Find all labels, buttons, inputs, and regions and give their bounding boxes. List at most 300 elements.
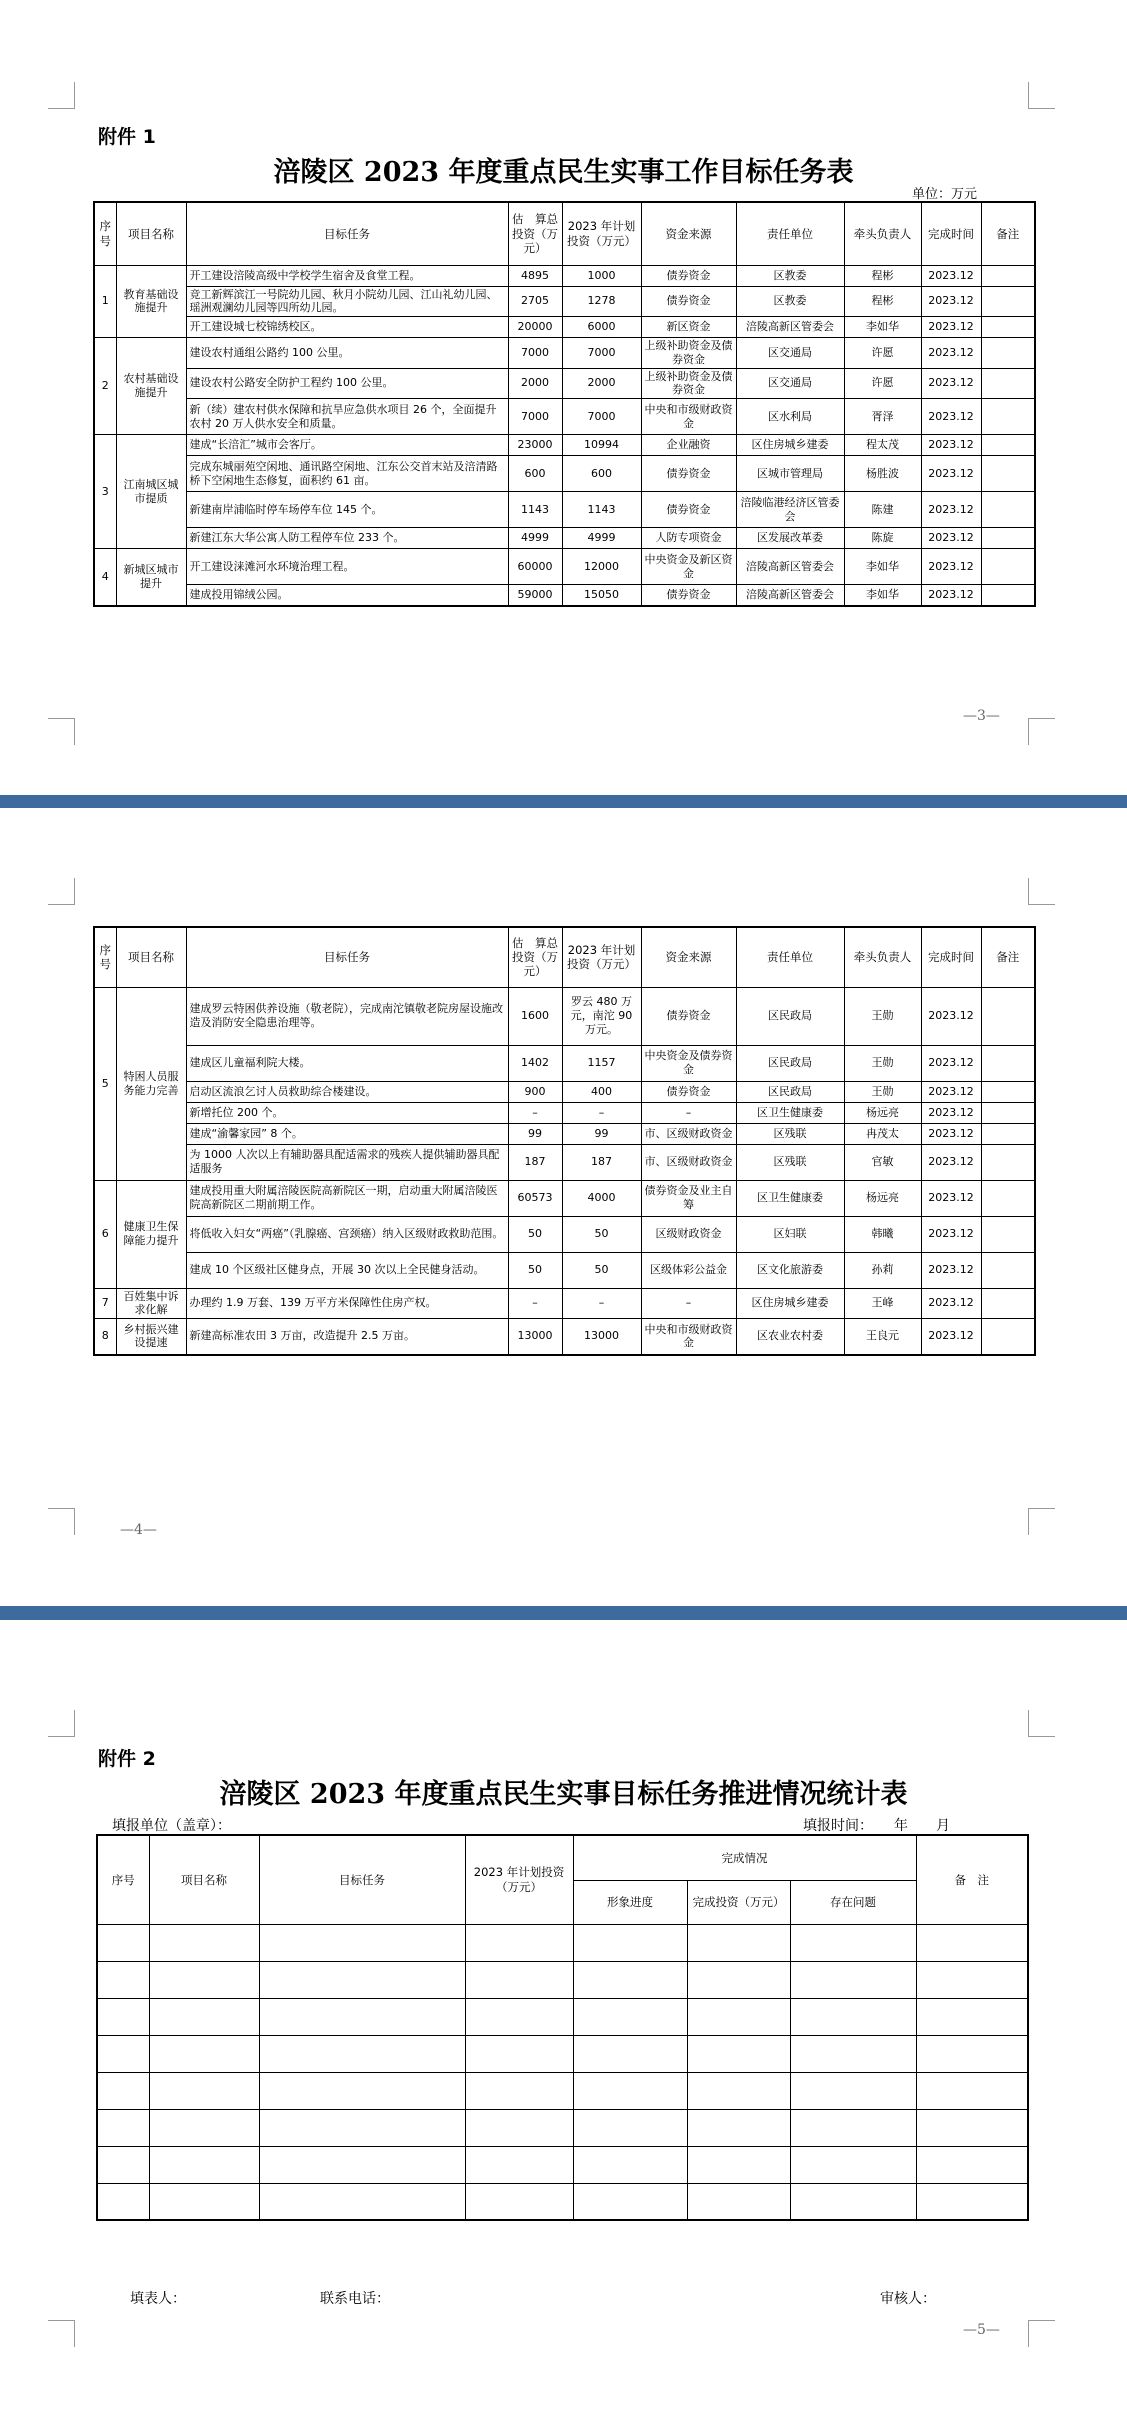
cell-plan: 7000 <box>562 399 641 435</box>
col-unit: 责任单位 <box>736 927 844 987</box>
cell-plan: 600 <box>562 456 641 492</box>
cell-est: 2000 <box>508 368 562 399</box>
cell-note <box>981 1319 1035 1355</box>
cell-est: 1600 <box>508 987 562 1045</box>
cell-note <box>981 1045 1035 1081</box>
col-seq: 序号 <box>94 927 116 987</box>
col-time: 完成时间 <box>921 202 981 265</box>
empty-cell[interactable] <box>790 1924 916 1961</box>
cell-unit: 涪陵临港经济区管委会 <box>736 492 844 528</box>
empty-cell[interactable] <box>259 2146 465 2183</box>
table-row <box>94 338 1035 369</box>
cell-fund: 市、区级财政资金 <box>641 1144 736 1180</box>
cell-fund: 中央和市级财政资金 <box>641 399 736 435</box>
empty-cell[interactable] <box>259 2072 465 2109</box>
table-row <box>94 1319 1035 1355</box>
table-row <box>94 1144 1035 1180</box>
crop-mark <box>1028 878 1055 905</box>
cell-note <box>981 1180 1035 1216</box>
cell-est: 60573 <box>508 1180 562 1216</box>
cell-unit: 区残联 <box>736 1144 844 1180</box>
empty-cell[interactable] <box>916 1961 1028 1998</box>
cell-est: 600 <box>508 456 562 492</box>
cell-plan: 50 <box>562 1252 641 1288</box>
empty-cell[interactable] <box>687 2146 790 2183</box>
empty-cell[interactable] <box>573 2109 687 2146</box>
cell-unit: 涪陵高新区管委会 <box>736 317 844 338</box>
empty-cell[interactable] <box>465 2072 573 2109</box>
cell-unit: 区发展改革委 <box>736 528 844 549</box>
empty-cell[interactable] <box>97 1998 149 2035</box>
cell-time: 2023.12 <box>921 585 981 606</box>
col-invest: 完成投资（万元） <box>687 1880 790 1924</box>
empty-cell[interactable] <box>259 2109 465 2146</box>
cell-note <box>981 1123 1035 1144</box>
cell-note <box>981 1102 1035 1123</box>
cell-leader: 官敏 <box>844 1144 921 1180</box>
cell-project: 农村基础设施提升 <box>116 338 186 435</box>
col-seq: 序号 <box>94 202 116 265</box>
cell-unit: 区民政局 <box>736 1081 844 1102</box>
cell-unit: 区民政局 <box>736 1045 844 1081</box>
cell-fund: 企业融资 <box>641 435 736 456</box>
cell-time: 2023.12 <box>921 528 981 549</box>
report-time-label: 填报时间： 年 月 <box>803 1818 950 1834</box>
col-note: 备注 <box>981 927 1035 987</box>
table-row <box>94 987 1035 1045</box>
table-row <box>94 1288 1035 1319</box>
cell-time: 2023.12 <box>921 1252 981 1288</box>
page-number: —3— <box>963 708 1000 724</box>
cell-task: 建成投用锦绒公园。 <box>186 585 508 606</box>
empty-cell[interactable] <box>790 1998 916 2035</box>
cell-task: 将低收入妇女“两癌”（乳腺癌、宫颈癌）纳入区级财政救助范围。 <box>186 1216 508 1252</box>
cell-seq: 5 <box>94 987 116 1180</box>
cell-est: 1143 <box>508 492 562 528</box>
col-leader: 牵头负责人 <box>844 927 921 987</box>
empty-cell[interactable] <box>259 1998 465 2035</box>
empty-cell[interactable] <box>790 2109 916 2146</box>
col-task: 目标任务 <box>259 1835 465 1924</box>
empty-cell[interactable] <box>149 2146 259 2183</box>
empty-cell[interactable] <box>149 1961 259 1998</box>
table-row <box>94 549 1035 585</box>
empty-cell[interactable] <box>259 2183 465 2220</box>
cell-note <box>981 265 1035 286</box>
col-fund: 资金来源 <box>641 202 736 265</box>
col-task: 目标任务 <box>186 202 508 265</box>
empty-cell[interactable] <box>149 2109 259 2146</box>
empty-cell[interactable] <box>149 2183 259 2220</box>
empty-cell[interactable] <box>465 2183 573 2220</box>
crop-mark <box>48 718 75 745</box>
cell-leader: 杨胜波 <box>844 456 921 492</box>
cell-unit: 区农业农村委 <box>736 1319 844 1355</box>
crop-mark <box>48 878 75 905</box>
cell-est: 60000 <box>508 549 562 585</box>
cell-time: 2023.12 <box>921 1216 981 1252</box>
cell-leader: 陈建 <box>844 492 921 528</box>
empty-cell[interactable] <box>916 2183 1028 2220</box>
empty-cell[interactable] <box>97 1924 149 1961</box>
empty-cell[interactable] <box>916 2146 1028 2183</box>
cell-fund: 债券资金 <box>641 286 736 317</box>
cell-time: 2023.12 <box>921 286 981 317</box>
empty-cell[interactable] <box>687 2035 790 2072</box>
empty-cell[interactable] <box>687 1924 790 1961</box>
cell-fund: 中央资金及债券资金 <box>641 1045 736 1081</box>
cell-leader: 韩曦 <box>844 1216 921 1252</box>
empty-row <box>97 2035 1028 2072</box>
cell-fund: 新区资金 <box>641 317 736 338</box>
empty-cell[interactable] <box>916 2109 1028 2146</box>
cell-fund: 债券资金 <box>641 492 736 528</box>
cell-leader: 程太茂 <box>844 435 921 456</box>
empty-cell[interactable] <box>573 1924 687 1961</box>
cell-unit: 区卫生健康委 <box>736 1180 844 1216</box>
cell-fund: 债券资金 <box>641 265 736 286</box>
cell-plan: 187 <box>562 1144 641 1180</box>
cell-unit: 区卫生健康委 <box>736 1102 844 1123</box>
cell-est: 13000 <box>508 1319 562 1355</box>
cell-project: 新城区城市提升 <box>116 549 186 606</box>
cell-fund: 中央和市级财政资金 <box>641 1319 736 1355</box>
cell-task: 竞工新辉滨江一号院幼儿园、秋月小院幼儿园、江山礼幼儿园、瑶洲观澜幼儿园等四所幼儿园。 <box>186 286 508 317</box>
col-note: 备 注 <box>916 1835 1028 1924</box>
cell-leader: 孙莉 <box>844 1252 921 1288</box>
empty-cell[interactable] <box>790 2146 916 2183</box>
empty-cell[interactable] <box>687 2072 790 2109</box>
empty-cell[interactable] <box>573 2146 687 2183</box>
empty-cell[interactable] <box>149 1924 259 1961</box>
cell-task: 新增托位 200 个。 <box>186 1102 508 1123</box>
empty-cell[interactable] <box>687 1998 790 2035</box>
cell-fund: 市、区级财政资金 <box>641 1123 736 1144</box>
cell-plan: 50 <box>562 1216 641 1252</box>
cell-unit: 区民政局 <box>736 987 844 1045</box>
cell-leader: 王峰 <box>844 1288 921 1319</box>
empty-row <box>97 2109 1028 2146</box>
col-est: 估 算总投资（万元） <box>508 927 562 987</box>
table-header-row <box>97 1835 1028 1880</box>
empty-cell[interactable] <box>259 2035 465 2072</box>
empty-cell[interactable] <box>465 2035 573 2072</box>
cell-note <box>981 1144 1035 1180</box>
cell-time: 2023.12 <box>921 399 981 435</box>
cell-leader: 王勋 <box>844 1045 921 1081</box>
cell-leader: 许愿 <box>844 368 921 399</box>
crop-mark <box>1028 82 1055 109</box>
empty-cell[interactable] <box>790 2183 916 2220</box>
cell-project: 健康卫生保障能力提升 <box>116 1180 186 1288</box>
col-project: 项目名称 <box>116 202 186 265</box>
table-row <box>94 492 1035 528</box>
cell-est: 4895 <box>508 265 562 286</box>
crop-mark <box>1028 718 1055 745</box>
cell-time: 2023.12 <box>921 987 981 1045</box>
cell-plan: – <box>562 1288 641 1319</box>
cell-est: 50 <box>508 1216 562 1252</box>
cell-unit: 区残联 <box>736 1123 844 1144</box>
cell-plan: 12000 <box>562 549 641 585</box>
cell-time: 2023.12 <box>921 368 981 399</box>
empty-cell[interactable] <box>259 1924 465 1961</box>
cell-unit: 涪陵高新区管委会 <box>736 585 844 606</box>
cell-note <box>981 456 1035 492</box>
cell-leader: 程彬 <box>844 265 921 286</box>
empty-row <box>97 1998 1028 2035</box>
table-row <box>94 1081 1035 1102</box>
table-row <box>94 1123 1035 1144</box>
empty-row <box>97 1961 1028 1998</box>
cell-project: 教育基础设施提升 <box>116 265 186 338</box>
table-row <box>94 1102 1035 1123</box>
cell-project: 特困人员服务能力完善 <box>116 987 186 1180</box>
cell-leader: 王勋 <box>844 1081 921 1102</box>
table-header-row <box>94 202 1035 265</box>
cell-task: 完成东城丽苑空闲地、通讯路空闲地、江东公交首末站及涪清路桥下空闲地生态修复，面积约 61 亩。 <box>186 456 508 492</box>
crop-mark <box>1028 2320 1055 2347</box>
empty-cell[interactable] <box>573 1998 687 2035</box>
cell-fund: 区级体彩公益金 <box>641 1252 736 1288</box>
cell-plan: 13000 <box>562 1319 641 1355</box>
cell-unit: 区妇联 <box>736 1216 844 1252</box>
empty-cell[interactable] <box>687 2109 790 2146</box>
cell-task: 建成“渝馨家园” 8 个。 <box>186 1123 508 1144</box>
cell-unit: 区住房城乡建委 <box>736 1288 844 1319</box>
cell-time: 2023.12 <box>921 1123 981 1144</box>
cell-time: 2023.12 <box>921 1045 981 1081</box>
empty-cell[interactable] <box>687 2183 790 2220</box>
cell-unit: 涪陵高新区管委会 <box>736 549 844 585</box>
empty-cell[interactable] <box>790 1961 916 1998</box>
cell-task: 开工建设涪陵高级中学校学生宿舍及食堂工程。 <box>186 265 508 286</box>
col-est: 估 算总投资（万元） <box>508 202 562 265</box>
cell-time: 2023.12 <box>921 1319 981 1355</box>
cell-note <box>981 549 1035 585</box>
cell-leader: 杨远亮 <box>844 1180 921 1216</box>
cell-unit: 区文化旅游委 <box>736 1252 844 1288</box>
empty-cell[interactable] <box>573 2035 687 2072</box>
cell-note <box>981 528 1035 549</box>
empty-cell[interactable] <box>573 1961 687 1998</box>
page-4 <box>0 808 1127 1606</box>
col-issues: 存在问题 <box>790 1880 916 1924</box>
cell-est: 1402 <box>508 1045 562 1081</box>
cell-est: – <box>508 1102 562 1123</box>
cell-leader: 许愿 <box>844 338 921 369</box>
cell-project: 乡村振兴建设提速 <box>116 1319 186 1355</box>
page-title: 涪陵区 2023 年度重点民生实事工作目标任务表 <box>273 157 854 188</box>
empty-cell[interactable] <box>149 1998 259 2035</box>
empty-row <box>97 1924 1028 1961</box>
reviewer-label: 审核人： <box>880 2291 936 2307</box>
col-leader: 牵头负责人 <box>844 202 921 265</box>
empty-row <box>97 2146 1028 2183</box>
table-row <box>94 317 1035 338</box>
empty-cell[interactable] <box>573 2072 687 2109</box>
empty-cell[interactable] <box>465 1961 573 1998</box>
col-project: 项目名称 <box>149 1835 259 1924</box>
empty-cell[interactable] <box>790 2035 916 2072</box>
empty-cell[interactable] <box>465 1998 573 2035</box>
attachment-label: 附件 1 <box>98 126 156 148</box>
empty-cell[interactable] <box>465 1924 573 1961</box>
page-5 <box>0 1620 1127 2416</box>
cell-plan: 400 <box>562 1081 641 1102</box>
cell-seq: 6 <box>94 1180 116 1288</box>
cell-project: 江南城区城市提质 <box>116 435 186 549</box>
filler-label: 填表人： <box>130 2291 186 2307</box>
empty-cell[interactable] <box>97 1961 149 1998</box>
col-plan: 2023 年计划投资（万元） <box>465 1835 573 1924</box>
cell-task: 开工建设城七校锦绣校区。 <box>186 317 508 338</box>
crop-mark <box>48 1508 75 1535</box>
cell-fund: – <box>641 1288 736 1319</box>
empty-cell[interactable] <box>916 2035 1028 2072</box>
table-row <box>94 456 1035 492</box>
cell-est: 59000 <box>508 585 562 606</box>
cell-leader: 冉茂太 <box>844 1123 921 1144</box>
cell-task: 启动区流浪乞讨人员救助综合楼建设。 <box>186 1081 508 1102</box>
cell-seq: 1 <box>94 265 116 338</box>
col-fund: 资金来源 <box>641 927 736 987</box>
empty-cell[interactable] <box>149 2072 259 2109</box>
cell-time: 2023.12 <box>921 492 981 528</box>
cell-task: 建设农村公路安全防护工程约 100 公里。 <box>186 368 508 399</box>
table-row <box>94 265 1035 286</box>
cell-plan: 6000 <box>562 317 641 338</box>
empty-cell[interactable] <box>916 1924 1028 1961</box>
empty-cell[interactable] <box>97 2183 149 2220</box>
cell-note <box>981 399 1035 435</box>
cell-unit: 区城市管理局 <box>736 456 844 492</box>
progress-table <box>96 1834 1029 2221</box>
cell-est: 20000 <box>508 317 562 338</box>
cell-fund: 中央资金及新区资金 <box>641 549 736 585</box>
empty-cell[interactable] <box>149 2035 259 2072</box>
cell-leader: 杨远亮 <box>844 1102 921 1123</box>
cell-plan: 99 <box>562 1123 641 1144</box>
cell-fund: 上级补助资金及债券资金 <box>641 368 736 399</box>
col-completion: 完成情况 <box>573 1835 916 1880</box>
page-number: —4— <box>120 1522 157 1538</box>
cell-seq: 8 <box>94 1319 116 1355</box>
cell-unit: 区教委 <box>736 265 844 286</box>
cell-fund: 债券资金及业主自筹 <box>641 1180 736 1216</box>
cell-note <box>981 317 1035 338</box>
cell-time: 2023.12 <box>921 1180 981 1216</box>
cell-unit: 区水利局 <box>736 399 844 435</box>
cell-note <box>981 987 1035 1045</box>
cell-plan: 4000 <box>562 1180 641 1216</box>
cell-plan: 2000 <box>562 368 641 399</box>
cell-note <box>981 492 1035 528</box>
cell-task: 开工建设涞滩河水环境治理工程。 <box>186 549 508 585</box>
cell-task: 新（续）建农村供水保障和抗旱应急供水项目 26 个，全面提升农村 20 万人供水安全和质量。 <box>186 399 508 435</box>
cell-time: 2023.12 <box>921 1288 981 1319</box>
empty-cell[interactable] <box>259 1961 465 1998</box>
crop-mark <box>48 2320 75 2347</box>
cell-plan: 罗云 480 万元，南沱 90 万元。 <box>562 987 641 1045</box>
cell-time: 2023.12 <box>921 456 981 492</box>
cell-fund: 债券资金 <box>641 1081 736 1102</box>
cell-task: 建设农村通组公路约 100 公里。 <box>186 338 508 369</box>
cell-est: 2705 <box>508 286 562 317</box>
cell-leader: 王良元 <box>844 1319 921 1355</box>
cell-leader: 陈旋 <box>844 528 921 549</box>
empty-cell[interactable] <box>790 2072 916 2109</box>
crop-mark <box>1028 1508 1055 1535</box>
cell-task: 建成 10 个区级社区健身点，开展 30 次以上全民健身活动。 <box>186 1252 508 1288</box>
cell-seq: 3 <box>94 435 116 549</box>
cell-note <box>981 1288 1035 1319</box>
crop-mark <box>48 1710 75 1737</box>
cell-plan: 10994 <box>562 435 641 456</box>
empty-cell[interactable] <box>465 2109 573 2146</box>
page-3 <box>0 0 1127 795</box>
cell-est: 187 <box>508 1144 562 1180</box>
col-seq: 序号 <box>97 1835 149 1924</box>
empty-cell[interactable] <box>97 2109 149 2146</box>
empty-row <box>97 2072 1028 2109</box>
cell-plan: 1000 <box>562 265 641 286</box>
table-row <box>94 528 1035 549</box>
empty-cell[interactable] <box>916 1998 1028 2035</box>
cell-est: 99 <box>508 1123 562 1144</box>
cell-seq: 4 <box>94 549 116 606</box>
cell-seq: 7 <box>94 1288 116 1319</box>
table-row <box>94 1045 1035 1081</box>
cell-task: 新建南岸浦临时停车场停车位 145 个。 <box>186 492 508 528</box>
cell-time: 2023.12 <box>921 338 981 369</box>
col-progress: 形象进度 <box>573 1880 687 1924</box>
table-row <box>94 1180 1035 1216</box>
cell-leader: 王勋 <box>844 987 921 1045</box>
col-unit: 责任单位 <box>736 202 844 265</box>
empty-row <box>97 2183 1028 2220</box>
crop-mark <box>48 82 75 109</box>
table-row <box>94 585 1035 606</box>
cell-leader: 李如华 <box>844 317 921 338</box>
cell-time: 2023.12 <box>921 1144 981 1180</box>
table-row <box>94 286 1035 317</box>
cell-est: 23000 <box>508 435 562 456</box>
crop-mark <box>1028 1710 1055 1737</box>
unit-label: 单位：万元 <box>912 187 978 202</box>
empty-cell[interactable] <box>97 2072 149 2109</box>
reporter-unit-label: 填报单位（盖章）： <box>112 1818 231 1834</box>
empty-cell[interactable] <box>465 2146 573 2183</box>
cell-fund: 债券资金 <box>641 456 736 492</box>
cell-time: 2023.12 <box>921 435 981 456</box>
cell-est: 50 <box>508 1252 562 1288</box>
empty-cell[interactable] <box>97 2035 149 2072</box>
col-note: 备注 <box>981 202 1035 265</box>
cell-leader: 李如华 <box>844 585 921 606</box>
cell-plan: 1143 <box>562 492 641 528</box>
col-plan: 2023 年计划投资（万元） <box>562 927 641 987</box>
cell-unit: 区交通局 <box>736 338 844 369</box>
cell-task: 建成罗云特困供养设施（敬老院），完成南沱镇敬老院房屋设施改造及消防安全隐患治理等。 <box>186 987 508 1045</box>
empty-cell[interactable] <box>687 1961 790 1998</box>
empty-cell[interactable] <box>573 2183 687 2220</box>
col-plan: 2023 年计划投资（万元） <box>562 202 641 265</box>
cell-note <box>981 286 1035 317</box>
empty-cell[interactable] <box>97 2146 149 2183</box>
empty-cell[interactable] <box>916 2072 1028 2109</box>
cell-task: 建成“长涪汇”城市会客厅。 <box>186 435 508 456</box>
